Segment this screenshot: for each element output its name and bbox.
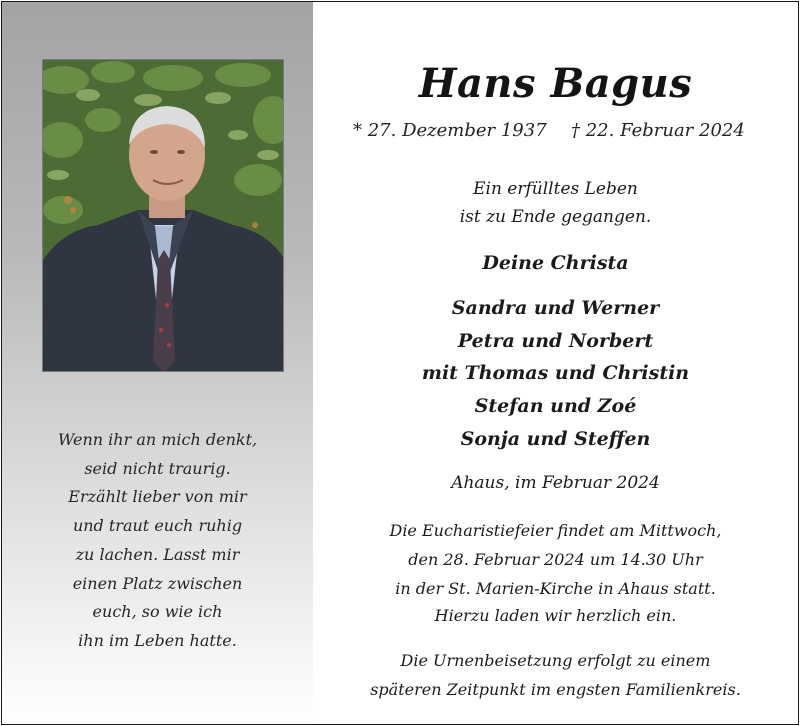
poem-line: zu lachen. Lasst mir — [75, 544, 240, 564]
service-line: in der St. Marien-Kirche in Ahaus statt. — [395, 579, 716, 598]
service-line: Die Eucharistiefeier findet am Mittwoch, — [389, 521, 722, 540]
family-line: Sonja und Steffen — [460, 427, 651, 450]
poem-line: Wenn ihr an mich denkt, — [57, 430, 258, 449]
service-info — [313, 516, 798, 603]
family-line: Stefan und Zoé — [474, 395, 637, 418]
urn-line: Die Urnenbeisetzung erfolgt zu einem — [400, 651, 711, 670]
poem-line: Erzählt lieber von mir — [68, 487, 247, 507]
obituary-notice — [1, 1, 799, 725]
portrait-photo — [42, 59, 284, 372]
urn-line: späteren Zeitpunkt im engsten Familienkreis. — [370, 679, 741, 699]
poem-line: einen Platz zwischen — [72, 573, 243, 593]
left-gradient-panel — [2, 2, 313, 724]
death-date: † 22. Februar 2024 — [571, 120, 745, 141]
family-line: mit Thomas und Christin — [421, 362, 690, 385]
family-line: Petra und Norbert — [457, 329, 654, 352]
notice-text-column — [313, 2, 798, 724]
verse — [313, 175, 798, 231]
spouse-name: Deine Christa — [482, 252, 629, 274]
invitation: Hierzu laden wir herzlich ein. — [434, 606, 677, 625]
poem-line: ihn im Leben hatte. — [78, 630, 237, 650]
poem-line: euch, so wie ich — [92, 602, 223, 622]
place-date: Ahaus, im Februar 2024 — [451, 473, 660, 493]
poem-line: und traut euch ruhig — [72, 516, 243, 536]
deceased-name: Hans Bagus — [418, 60, 693, 107]
poem — [2, 426, 313, 656]
urn-burial-info — [313, 647, 798, 704]
family-line: Sandra und Werner — [451, 297, 660, 319]
verse-line: ist zu Ende gegangen. — [459, 207, 652, 227]
verse-line: Ein erfülltes Leben — [473, 179, 638, 199]
service-line: den 28. Februar 2024 um 14.30 Uhr — [408, 550, 703, 569]
poem-line: seid nicht traurig. — [84, 458, 231, 478]
family-list — [313, 292, 798, 456]
birth-date: * 27. Dezember 1937 — [353, 120, 547, 141]
